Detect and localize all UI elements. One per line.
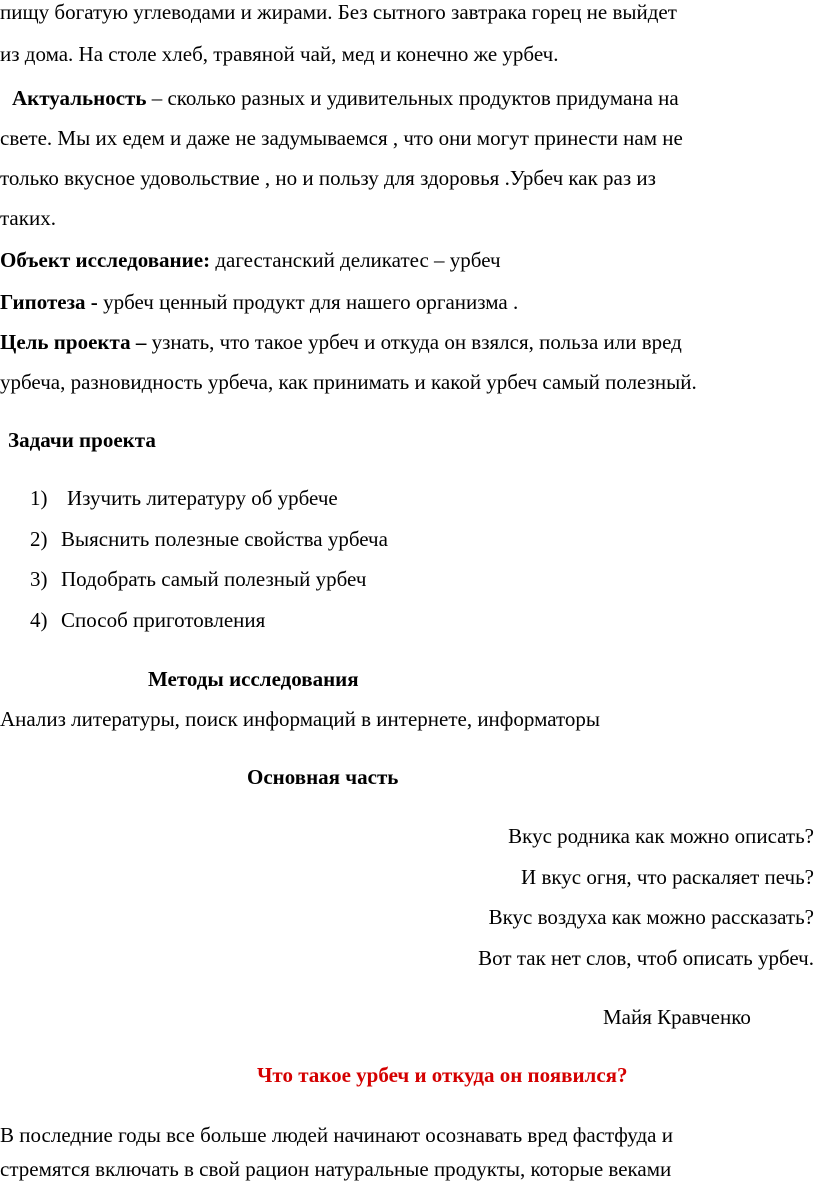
task-item (30, 608, 266, 632)
relevance-text: – сколько разных и удивительных продуктов придумана на (146, 86, 679, 110)
goal-paragraph (0, 330, 682, 354)
task-number: 3) (30, 567, 48, 591)
object-paragraph (0, 248, 501, 272)
paragraph-line: урбеча, разновидность урбеча, как принимать и какой урбеч самый полезный. (0, 370, 697, 394)
task-number: 2) (30, 527, 48, 551)
task-text: Выяснить полезные свойства урбеча (61, 527, 388, 551)
methods-text: Анализ литературы, поиск информаций в интернете, информаторы (0, 707, 601, 731)
paragraph-line: В последние годы все больше людей начинают осознавать вред фастфуда и (0, 1123, 673, 1147)
relevance-label: Актуальность (12, 86, 147, 110)
task-item (30, 567, 367, 591)
section-heading: Что такое урбеч и откуда он появился? (257, 1063, 628, 1087)
poem-line: Вкус родника как можно описать? (508, 824, 814, 848)
paragraph-line: пищу богатую углеводами и жирами. Без сытного завтрака горец не выйдет (0, 0, 677, 24)
main-heading: Основная часть (247, 765, 399, 789)
task-number: 4) (30, 608, 48, 632)
goal-label: Цель проекта – (0, 330, 147, 354)
object-label: Объект исследование: (0, 248, 211, 272)
task-item (30, 527, 388, 551)
task-text: Способ приготовления (61, 608, 266, 632)
paragraph-line: стремятся включать в свой рацион натуральные продукты, которые веками (0, 1157, 672, 1181)
poem-line: Вот так нет слов, чтоб описать урбеч. (478, 946, 814, 970)
paragraph-line: свете. Мы их едем и даже не задумываемся , что они могут принести нам не (0, 126, 683, 150)
task-number: 1) (30, 486, 48, 510)
object-text: дагестанский деликатес – урбеч (210, 248, 501, 272)
hypothesis-label: Гипотеза - (0, 290, 98, 314)
task-text: Изучить литературу об урбече (67, 486, 338, 510)
hypothesis-text: урбеч ценный продукт для нашего организма . (97, 290, 519, 314)
tasks-heading: Задачи проекта (8, 428, 156, 452)
paragraph-line: из дома. На столе хлеб, травяной чай, мед и конечно же урбеч. (0, 42, 559, 66)
poem-line: Вкус воздуха как можно рассказать? (488, 905, 814, 929)
poem-line: И вкус огня, что раскаляет печь? (521, 865, 814, 889)
methods-heading: Методы исследования (148, 667, 359, 691)
goal-text: узнать, что такое урбеч и откуда он взялся, польза или вред (146, 330, 682, 354)
paragraph-line: только вкусное удовольствие , но и пользу для здоровья .Урбеч как раз из (0, 166, 656, 190)
relevance-paragraph (12, 86, 679, 110)
paragraph-line: таких. (0, 206, 56, 230)
poem-author: Майя Кравченко (603, 1005, 751, 1029)
task-text: Подобрать самый полезный урбеч (61, 567, 367, 591)
task-item (30, 486, 338, 510)
hypothesis-paragraph (0, 290, 518, 314)
